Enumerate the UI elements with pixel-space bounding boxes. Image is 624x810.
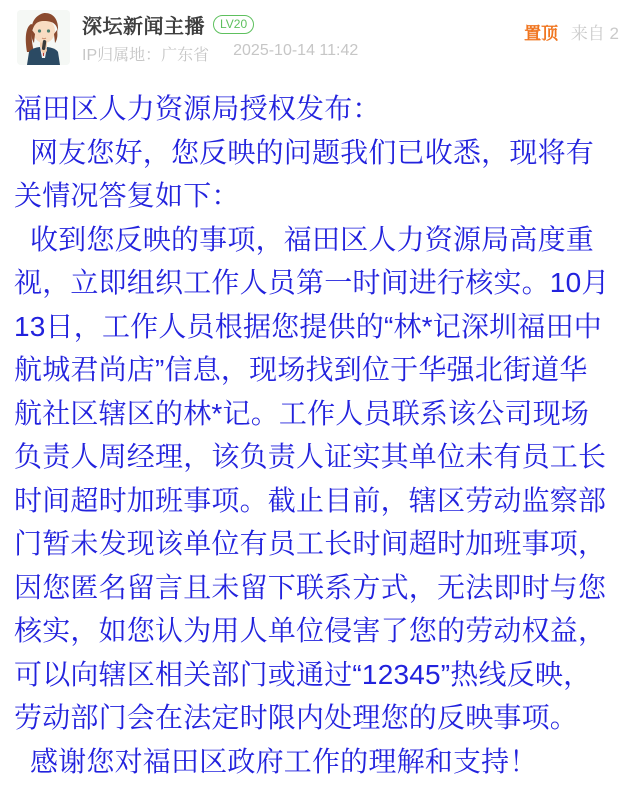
body-line: 劳动部门会在法定时限内处理您的反映事项。: [14, 702, 579, 733]
news-anchor-avatar-icon: [17, 10, 70, 65]
body-line: 门暂未发现该单位有员工长时间超时加班事项，: [14, 528, 607, 559]
from-floor-label[interactable]: 来自 2: [570, 24, 619, 43]
body-line: 负责人周经理，该负责人证实其单位未有员工长: [14, 441, 607, 472]
body-lines: [14, 87, 612, 783]
timestamp: 2025-10-14 11:42: [233, 42, 359, 59]
body-line: 时间超时加班事项。截止目前，辖区劳动监察部: [14, 484, 607, 516]
body-line: 13日，工作人员根据您提供的“林*记深圳福田中: [14, 310, 602, 342]
body-line: 航城君尚店”信息，现场找到位于华强北街道华: [14, 354, 588, 385]
body-line: 航社区辖区的林*记。工作人员联系该公司现场: [14, 397, 590, 429]
post-body: [0, 87, 624, 783]
body-line: 收到您反映的事项，福田区人力资源局高度重: [14, 223, 594, 255]
body-line: 关情况答复如下：: [14, 180, 240, 211]
level-badge: LV20: [213, 15, 254, 34]
header-right: [524, 19, 619, 44]
body-line: 核实，如您认为用人单位侵害了您的劳动权益，: [14, 615, 607, 646]
pinned-badge: 置顶: [524, 24, 559, 43]
body-line: 网友您好，您反映的问题我们已收悉，现将有: [14, 136, 594, 168]
ip-location: IP归属地：广东省: [82, 47, 210, 64]
body-line: 因您匿名留言且未留下联系方式，无法即时与您: [14, 571, 607, 603]
body-line: 福田区人力资源局授权发布：: [14, 93, 381, 124]
body-line: 视，立即组织工作人员第一时间进行核实。10月: [14, 267, 610, 298]
username[interactable]: 深坛新闻主播: [82, 15, 205, 38]
post-header: [0, 0, 624, 84]
body-line: 感谢您对福田区政府工作的理解和支持！: [14, 745, 538, 777]
avatar[interactable]: [17, 10, 70, 65]
body-line: 可以向辖区相关部门或通过“12345”热线反映，: [14, 658, 592, 690]
